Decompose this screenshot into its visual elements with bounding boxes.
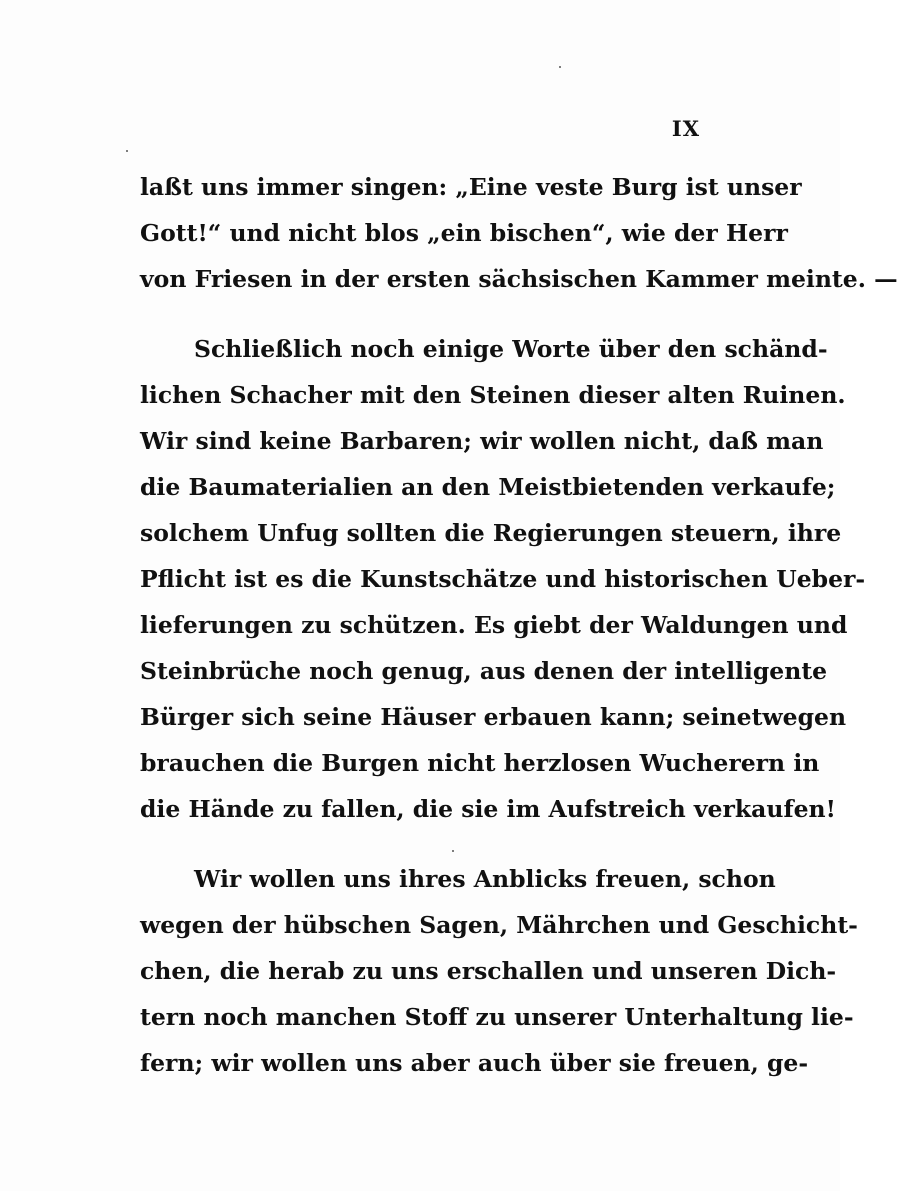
text-line: laßt uns immer singen: „Eine veste Burg ist unser (140, 173, 802, 201)
page-number: IX (671, 116, 700, 141)
text-line: lichen Schacher mit den Steinen dieser alten Ruinen. (140, 381, 846, 409)
text-line: Wir wollen uns ihres Anblicks freuen, schon (194, 865, 776, 893)
text-line: lieferungen zu schützen. Es giebt der Waldungen und (140, 611, 848, 639)
paragraph-2 (140, 326, 866, 832)
paper-speck (559, 66, 561, 68)
paper-speck (126, 150, 128, 152)
text-line: Pflicht ist es die Kunstschätze und historischen Ueber- (140, 565, 866, 593)
text-line: solchem Unfug sollten die Regierungen steuern, ihre (140, 519, 842, 547)
text-line: wegen der hübschen Sagen, Mährchen und Geschicht- (140, 911, 858, 939)
text-line: von Friesen in der ersten sächsischen Kammer meinte. — (140, 265, 898, 293)
text-line: Bürger sich seine Häuser erbauen kann; seinetwegen (140, 703, 847, 731)
body-text (140, 164, 898, 1086)
text-line: die Baumaterialien an den Meistbietenden verkaufe; (140, 473, 836, 501)
text-line: chen, die herab zu uns erschallen und unseren Dich- (140, 957, 837, 985)
paragraph-1 (140, 164, 898, 302)
text-line: Gott!“ und nicht blos „ein bischen“, wie der Herr (140, 219, 788, 247)
text-line: Steinbrüche noch genug, aus denen der intelligente (140, 657, 828, 685)
paragraph-3 (140, 856, 858, 1086)
text-line: Schließlich noch einige Worte über den schänd- (194, 335, 828, 363)
text-line: Wir sind keine Barbaren; wir wollen nicht, daß man (140, 427, 824, 455)
text-line: fern; wir wollen uns aber auch über sie freuen, ge- (140, 1049, 809, 1077)
text-line: brauchen die Burgen nicht herzlosen Wucherern in (140, 749, 820, 777)
text-line: tern noch manchen Stoff zu unserer Unterhaltung lie- (140, 1003, 854, 1031)
text-line: die Hände zu fallen, die sie im Aufstreich verkaufen! (140, 795, 836, 823)
